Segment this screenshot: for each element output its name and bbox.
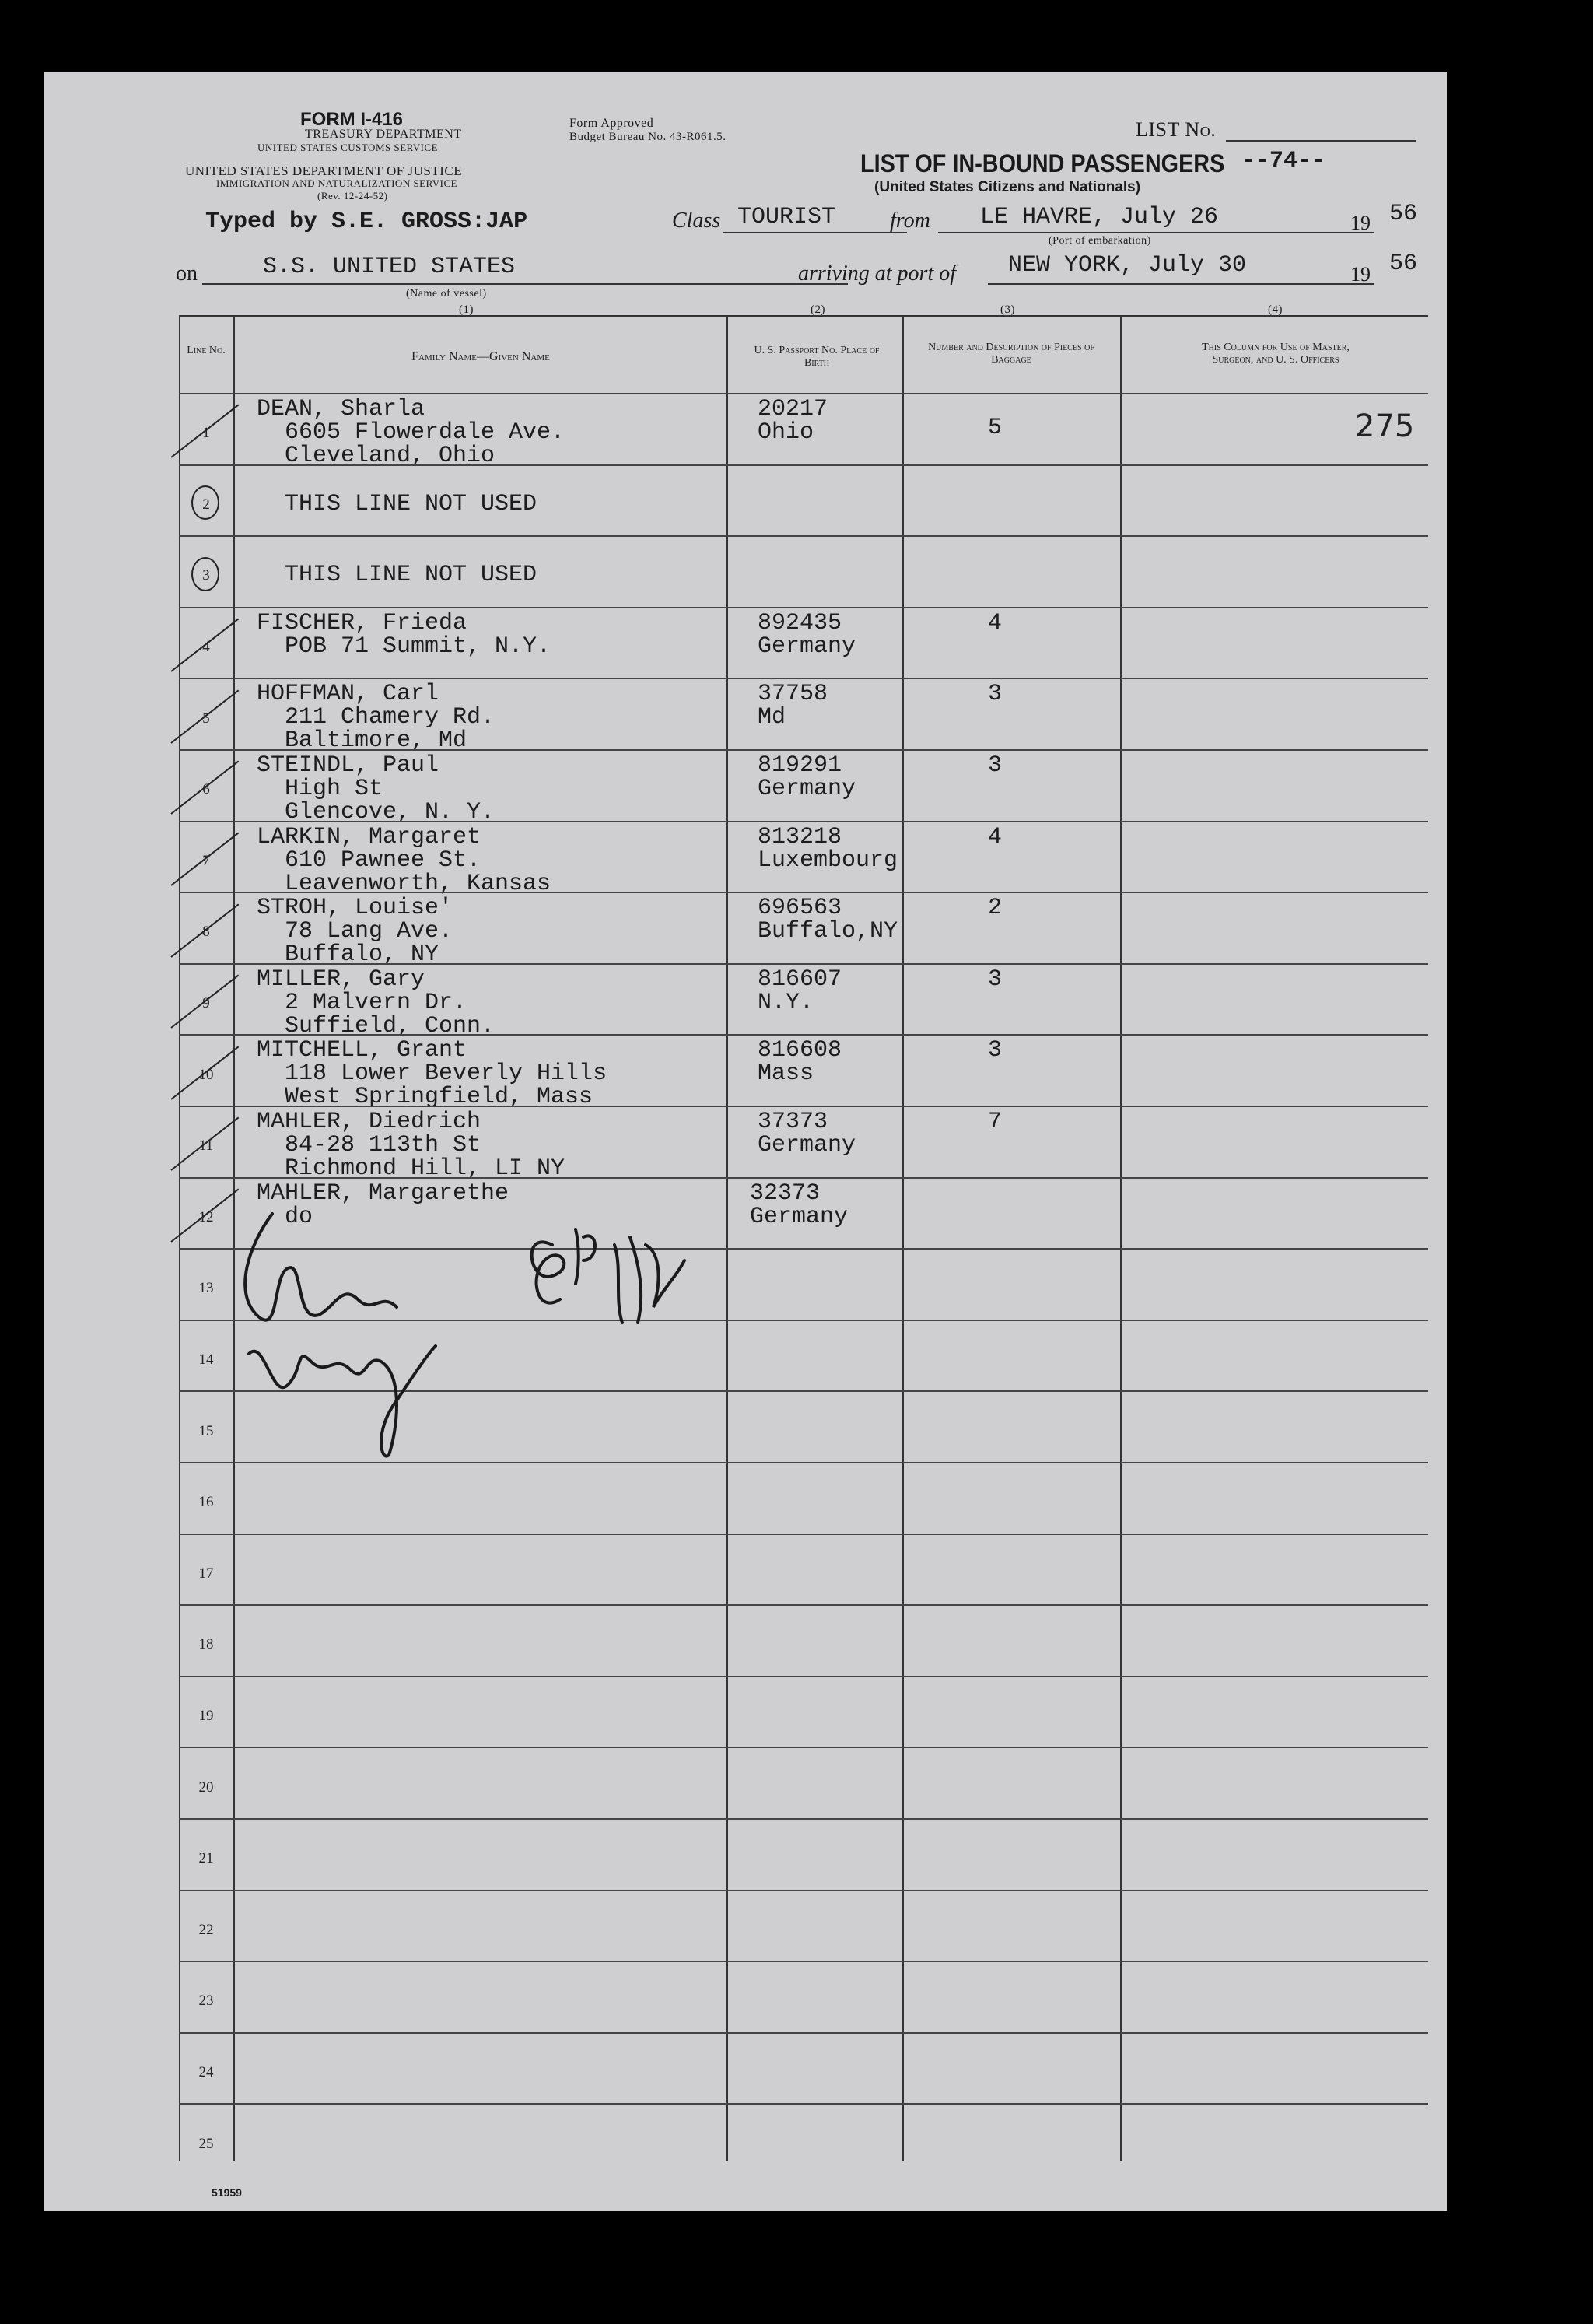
table-row — [179, 1534, 1428, 1605]
table-row — [179, 1462, 1428, 1534]
line-number: 14 — [198, 1351, 214, 1369]
ins-service: IMMIGRATION AND NATURALIZATION SERVICE — [216, 177, 458, 189]
passenger-name: LARKIN, Margaret — [257, 823, 481, 850]
passport-number: 37373 — [758, 1109, 828, 1135]
budget-bureau: Budget Bureau No. 43-R061.5. — [569, 131, 726, 143]
table-row — [179, 535, 1428, 607]
passport-number: 37758 — [758, 681, 828, 708]
passenger-address: POB 71 Summit, N.Y. — [285, 633, 551, 660]
passenger-address: Leavenworth, Kansas — [285, 870, 551, 897]
form-code: 51959 — [212, 2186, 242, 2199]
unused-line-circle — [191, 557, 219, 591]
customs-service: UNITED STATES CUSTOMS SERVICE — [257, 142, 439, 153]
arriving-label: arriving at port of — [798, 261, 957, 286]
baggage-count: 3 — [988, 681, 1003, 708]
passport-number: 32373 — [750, 1180, 821, 1207]
line-number: 4 — [202, 639, 210, 656]
table-row — [179, 2103, 1428, 2175]
line-number: 20 — [198, 1779, 214, 1796]
embarkation-port: LE HAVRE, July 26 — [980, 204, 1219, 230]
place-of-birth: N.Y. — [758, 989, 814, 1016]
baggage-count: 2 — [988, 895, 1003, 922]
class-value: TOURIST — [737, 204, 836, 230]
col-num-4: (4) — [1268, 303, 1283, 316]
passenger-address: High St — [285, 776, 383, 802]
passenger-address: 78 Lang Ave. — [285, 918, 453, 945]
passport-number: 819291 — [758, 752, 842, 779]
passenger-address: Suffield, Conn. — [285, 1012, 495, 1039]
place-of-birth: Luxembourg — [758, 847, 898, 874]
passenger-name: THIS LINE NOT USED — [285, 562, 537, 589]
passenger-name: STROH, Louise' — [257, 895, 453, 922]
table-row — [179, 1676, 1428, 1747]
line-number: 21 — [198, 1850, 214, 1867]
col-header-passport: U. S. Passport No. Place of Birth — [754, 345, 880, 369]
passport-number: 20217 — [758, 396, 828, 422]
place-of-birth: Germany — [750, 1203, 849, 1230]
passenger-address: Richmond Hill, LI NY — [285, 1155, 565, 1182]
baggage-count: 4 — [988, 823, 1003, 850]
place-of-birth: Germany — [758, 633, 856, 660]
handwritten-signature — [226, 1198, 739, 1463]
table-row — [179, 2032, 1428, 2104]
passenger-name: MITCHELL, Grant — [257, 1037, 467, 1064]
class-label: Class — [672, 209, 721, 233]
passenger-address: 118 Lower Beverly Hills — [285, 1060, 607, 1088]
passenger-name: FISCHER, Frieda — [257, 609, 467, 636]
passport-number: 813218 — [758, 823, 842, 850]
passport-number: 816608 — [758, 1037, 842, 1064]
table-row — [179, 1034, 1428, 1111]
arrival-port: NEW YORK, July 30 — [1008, 252, 1247, 279]
line-number: 25 — [198, 2135, 214, 2152]
col-header-officers: This Column for Use of Master, Surgeon, and U. S. Officers — [1202, 342, 1350, 366]
year-1: 56 — [1389, 201, 1418, 227]
line-number: 13 — [198, 1280, 214, 1297]
port-embarkation-caption: (Port of embarkation) — [1049, 235, 1151, 247]
line-number: 9 — [202, 995, 210, 1012]
list-no-underline — [1226, 140, 1416, 142]
line-number: 22 — [198, 1921, 214, 1938]
passenger-name: THIS LINE NOT USED — [285, 490, 537, 517]
vessel-caption: (Name of vessel) — [406, 288, 487, 300]
line-number: 19 — [198, 1708, 214, 1725]
baggage-count: 3 — [988, 752, 1003, 779]
table-row — [179, 607, 1428, 678]
table-row — [179, 892, 1428, 969]
place-of-birth: Ohio — [758, 419, 814, 446]
table-row — [179, 678, 1428, 755]
line-number: 1 — [202, 425, 210, 442]
col-header-name: Family Name—Given Name — [411, 350, 550, 363]
line-number: 15 — [198, 1422, 214, 1439]
baggage-count: 7 — [988, 1109, 1003, 1135]
from-label: from — [890, 209, 930, 233]
revision-date: (Rev. 12-24-52) — [317, 190, 388, 202]
baggage-count: 5 — [988, 415, 1003, 441]
place-of-birth: Germany — [758, 1132, 856, 1158]
line-number: 2 — [202, 496, 210, 513]
passenger-address: 6605 Flowerdale Ave. — [285, 419, 565, 446]
baggage-count: 3 — [988, 1037, 1003, 1064]
vessel-name: S.S. UNITED STATES — [263, 254, 516, 280]
place-of-birth: Mass — [758, 1060, 814, 1088]
form-number: FORM I-416 — [300, 109, 404, 130]
form-approved: Form Approved — [569, 117, 654, 130]
passenger-address: Buffalo, NY — [285, 941, 439, 969]
justice-dept: UNITED STATES DEPARTMENT OF JUSTICE — [185, 163, 463, 178]
passenger-address: 84-28 113th St — [285, 1132, 481, 1158]
table-row — [179, 1604, 1428, 1676]
col-header-line-no: Line No. — [187, 345, 226, 356]
year-prefix-1: 19 — [1350, 212, 1371, 234]
line-number: 10 — [198, 1066, 214, 1083]
line-number: 6 — [202, 781, 210, 798]
col-header-baggage: Number and Description of Pieces of Baggage — [928, 342, 1094, 366]
table-row — [179, 464, 1428, 536]
vessel-underline — [202, 283, 848, 285]
line-number: 7 — [202, 852, 210, 869]
class-underline — [723, 232, 907, 233]
table-row — [179, 1961, 1428, 2032]
place-of-birth: Md — [758, 704, 786, 731]
baggage-count: 4 — [988, 609, 1003, 636]
list-subtitle: (United States Citizens and Nationals) — [874, 179, 1141, 195]
line-number: 11 — [198, 1137, 214, 1155]
table-row — [179, 1818, 1428, 1890]
on-label: on — [176, 261, 198, 286]
line-number: 18 — [198, 1636, 214, 1653]
passport-number: 696563 — [758, 895, 842, 922]
list-title: LIST OF IN-BOUND PASSENGERS — [860, 149, 1225, 177]
passenger-address: 610 Pawnee St. — [285, 847, 481, 874]
passport-number: 816607 — [758, 966, 842, 993]
line-number: 12 — [198, 1208, 214, 1225]
place-of-birth: Germany — [758, 776, 856, 802]
table-row — [179, 1747, 1428, 1818]
passenger-name: MAHLER, Diedrich — [257, 1109, 481, 1135]
treasury-dept: TREASURY DEPARTMENT — [305, 128, 462, 141]
passenger-address: 211 Chamery Rd. — [285, 704, 495, 731]
table-row — [179, 1890, 1428, 1961]
line-number: 8 — [202, 924, 210, 941]
passenger-address: Baltimore, Md — [285, 727, 467, 755]
passenger-address: Cleveland, Ohio — [285, 443, 495, 469]
line-number: 17 — [198, 1565, 214, 1582]
passenger-name: STEINDL, Paul — [257, 752, 439, 779]
year-prefix-2: 19 — [1350, 263, 1371, 286]
line-number: 24 — [198, 2064, 214, 2081]
unused-line-circle — [191, 485, 219, 520]
table-row — [179, 821, 1428, 897]
baggage-count: 3 — [988, 966, 1003, 993]
col-num-1: (1) — [459, 303, 474, 316]
passenger-address: West Springfield, Mass — [285, 1084, 593, 1111]
passenger-name: HOFFMAN, Carl — [257, 681, 439, 708]
arrival-underline — [988, 283, 1374, 285]
place-of-birth: Buffalo,NY — [758, 918, 898, 945]
list-no-label: LIST No. — [1136, 118, 1217, 141]
line-number: 16 — [198, 1494, 214, 1511]
passenger-address: Glencove, N. Y. — [285, 799, 495, 825]
passenger-name: MILLER, Gary — [257, 966, 425, 993]
passenger-address: 2 Malvern Dr. — [285, 989, 467, 1016]
typed-by: Typed by S.E. GROSS:JAP — [205, 209, 528, 235]
passenger-name: DEAN, Sharla — [257, 396, 425, 422]
list-number: --74-- — [1241, 148, 1326, 174]
table-row — [179, 393, 1428, 469]
line-number: 23 — [198, 1993, 214, 2010]
table-row — [179, 1106, 1428, 1182]
passenger-address: do — [285, 1203, 313, 1230]
line-number: 3 — [202, 567, 210, 584]
passenger-name: MAHLER, Margarethe — [257, 1180, 509, 1207]
year-2: 56 — [1389, 251, 1418, 277]
table-row — [179, 963, 1428, 1039]
officer-note: 275 — [1355, 408, 1415, 444]
from-underline — [938, 232, 1374, 233]
passport-number: 892435 — [758, 609, 842, 636]
col-num-3: (3) — [1000, 303, 1015, 316]
col-num-2: (2) — [811, 303, 825, 316]
line-number: 5 — [202, 710, 210, 727]
table-row — [179, 749, 1428, 825]
